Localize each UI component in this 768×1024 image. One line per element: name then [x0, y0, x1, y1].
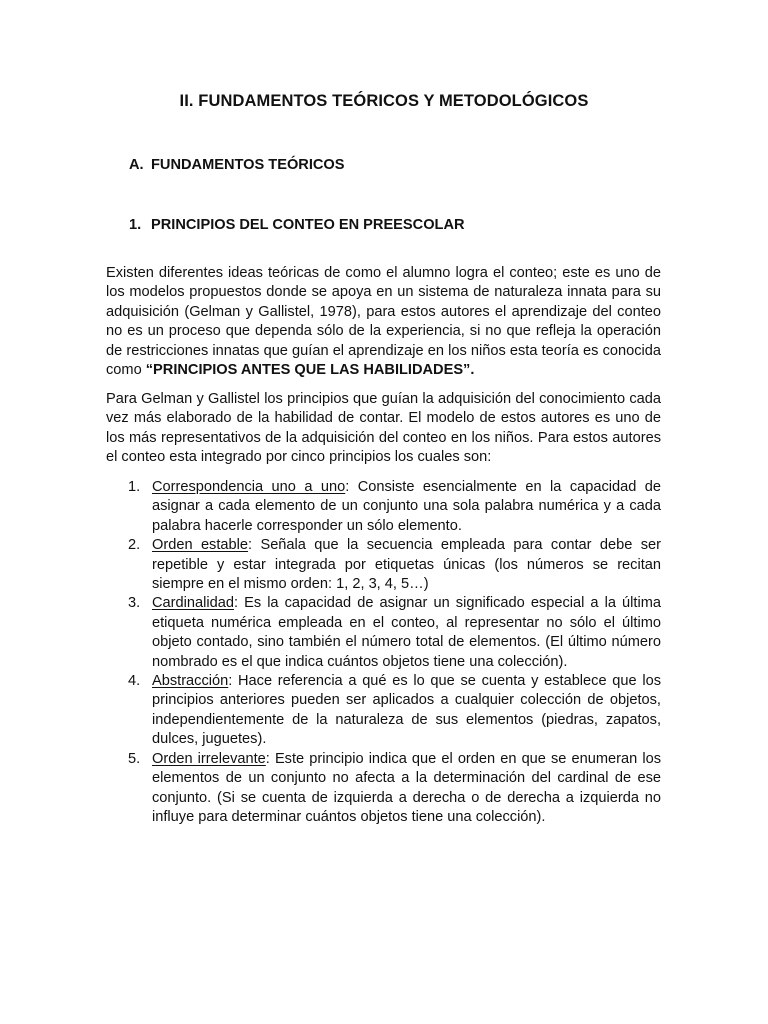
principle-term: Correspondencia uno a uno	[152, 479, 346, 495]
principle-term: Cardinalidad	[152, 595, 234, 612]
list-item-number: 4.	[128, 673, 141, 690]
list-item	[106, 594, 661, 672]
page-title: II. FUNDAMENTOS TEÓRICOS Y METODOLÓGICOS	[179, 92, 589, 110]
list-item-number: 5.	[128, 750, 141, 767]
section-number: 1.	[129, 217, 142, 233]
principle-description: : Consiste esencialmente en la capacidad de asignar a cada elemento de un conjunto una sola palabra numérica y a cada palabra hacerle corresponder un sólo elemento.	[152, 479, 662, 534]
principle-description: : Hace referencia a qué es lo que se cuenta y establece que los principios anteriores pueden ser aplicados a cualquier colección de objetos, independientemente de la naturaleza de sus elementos (piedras, zapatos, dulces, juguetes).	[152, 673, 661, 748]
list-item	[106, 536, 661, 594]
principle-term: Orden estable	[152, 537, 249, 554]
principles-list	[106, 478, 661, 827]
section-label: FUNDAMENTOS TEÓRICOS	[151, 157, 345, 173]
list-item	[106, 672, 661, 750]
paragraph-text: Existen diferentes ideas teóricas de como el alumno logra el conteo; este es uno de los modelos propuestos donde se apoya en un sistema de naturaleza innata para su adquisición (Gelman y Gallistel, 1978), para estos autores el aprendizaje del conteo no es un proceso que dependa sólo de la experiencia, si no que refleja la operación de restricciones innatas que guían el aprendizaje en los niños esta teoría es conocida como	[106, 265, 661, 379]
principle-description: : Señala que la secuencia empleada para contar debe ser repetible y estar integrada por etiquetas únicas (los números se recitan siempre en el mismo orden: 1, 2, 3, 4, 5…)	[152, 537, 661, 593]
paragraph-emphasis: “PRINCIPIOS ANTES QUE LAS HABILIDADES”.	[145, 362, 475, 379]
principle-description: : Este principio indica que el orden en que se enumeran los elementos de un conjunto no afecta a la determinación del cardinal de ese conjunto. (Si se cuenta de izquierda a derecha o de derecha a izquierda no influye para determinar cuántos objetos tiene una colección).	[152, 750, 661, 825]
list-item	[106, 750, 661, 828]
list-item-number: 2.	[128, 537, 141, 554]
section-number: A.	[129, 157, 144, 173]
principle-term: Orden irrelevante	[152, 750, 266, 767]
section-label: PRINCIPIOS DEL CONTEO EN PREESCOLAR	[151, 217, 465, 233]
section-heading-a	[129, 157, 345, 173]
principle-term: Abstracción	[152, 673, 229, 690]
paragraph-intro	[106, 264, 661, 380]
section-heading-1	[129, 217, 465, 233]
list-item-number: 1.	[128, 479, 141, 495]
paragraph-principles-intro: Para Gelman y Gallistel los principios que guían la adquisición del conocimiento cada vez más elaborado de la habilidad de contar. El modelo de estos autores es uno de los más representativos de la adquisición del conteo en los niños. Para estos autores el conteo esta integrado por cinco principios los cuales son:	[106, 391, 661, 466]
principle-description: : Es la capacidad de asignar un significado especial a la última etiqueta numérica empleada en el conteo, al representar no sólo el último objeto contado, sino también el número total de elementos. (El último número nombrado es el que indica cuántos objetos tiene una colección).	[152, 595, 661, 670]
list-item	[106, 478, 661, 536]
list-item-number: 3.	[128, 595, 141, 612]
